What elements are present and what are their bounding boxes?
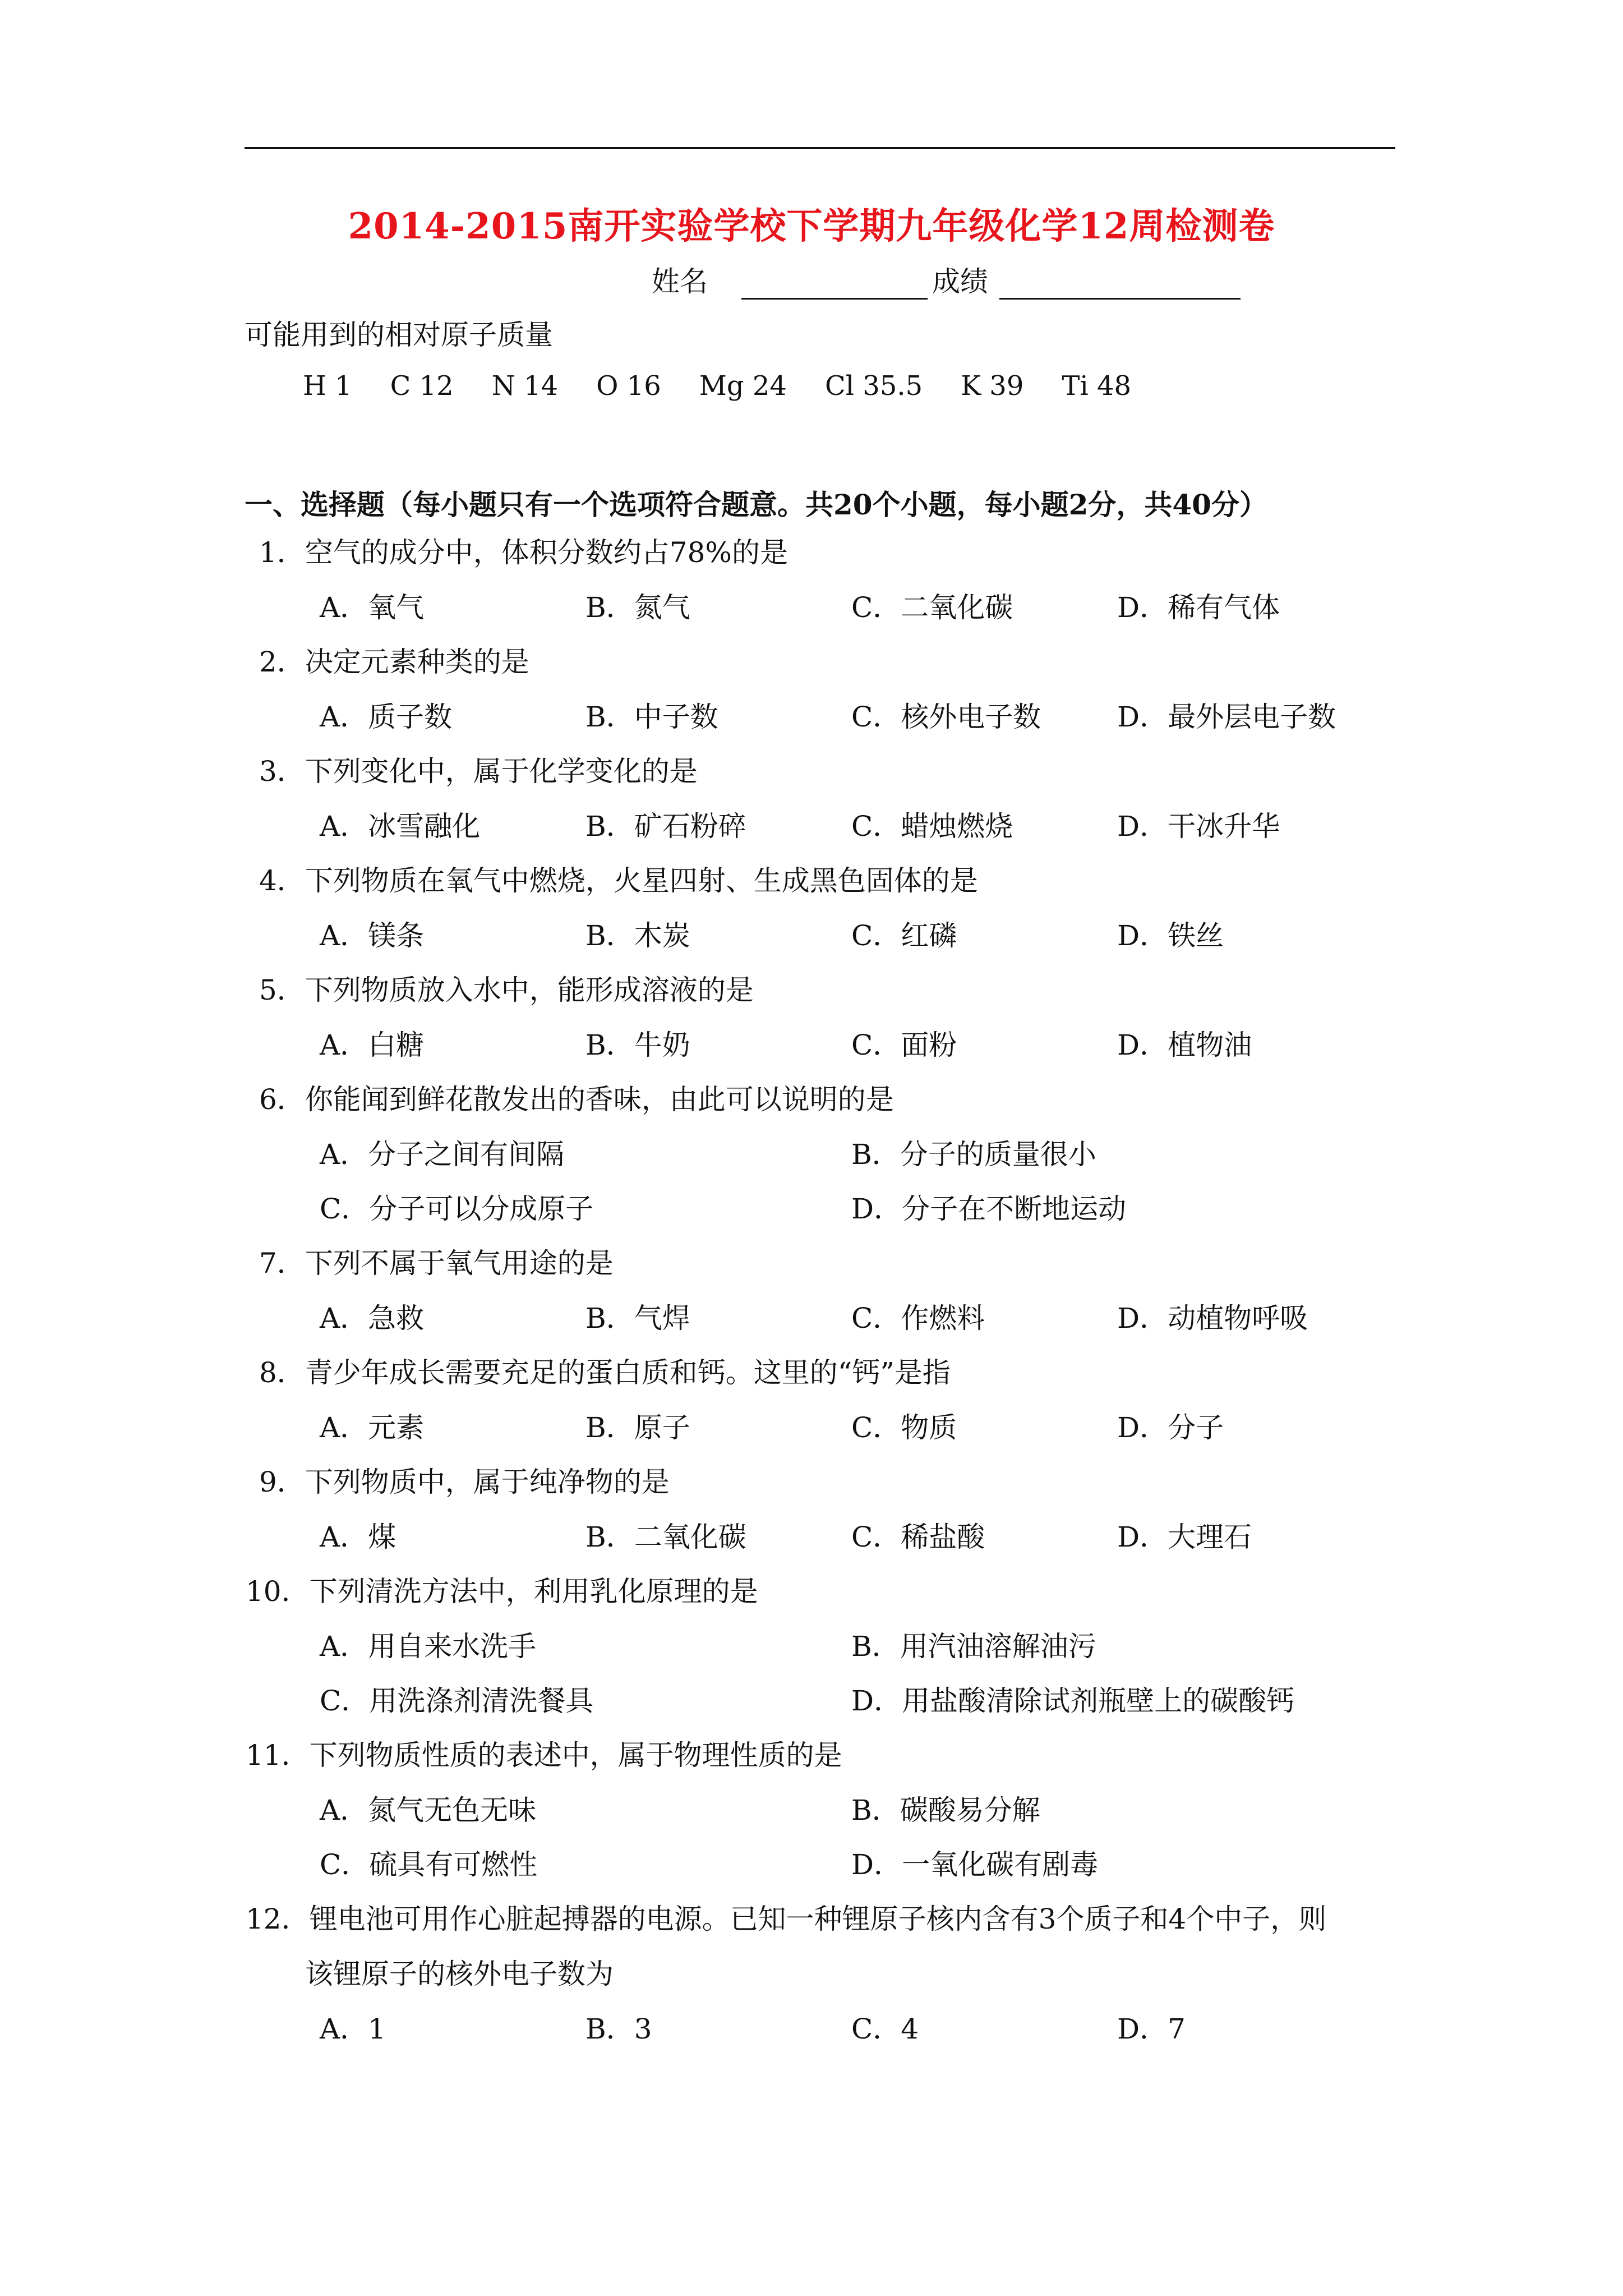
question-11 [246,1739,842,1772]
q10-option-b[interactable]: B．用汽油溶解油污 [851,1630,1096,1663]
question-12 [246,1905,1326,1933]
section-title: 一、选择题（每小题只有一个选项符合题意。共20个小题，每小题2分，共40分） [245,488,1267,521]
q6-option-a[interactable]: A．分子之间有间隔 [320,1138,565,1171]
q10-option-d[interactable]: D．用盐酸清除试剂瓶壁上的碳酸钙 [851,1685,1295,1717]
question-7 [259,1247,614,1280]
q3-option-b[interactable]: B．矿石粉碎 [585,810,746,843]
question-12-continued: 该锂原子的核外电子数为 [305,1958,614,1990]
q1-option-a[interactable]: A．氧气 [320,591,425,624]
question-number: 9． [259,1466,305,1498]
question-text: 下列变化中，属于化学变化的是 [305,755,698,788]
q1-option-c[interactable]: C．二氧化碳 [851,591,1013,624]
q5-option-b[interactable]: B．牛奶 [585,1029,690,1061]
q5-option-c[interactable]: C．面粉 [851,1029,957,1061]
question-10 [246,1575,758,1608]
q11-option-d[interactable]: D．一氧化碳有剧毒 [851,1848,1099,1881]
q12-option-d[interactable]: D．7 [1117,2013,1186,2045]
q3-option-d[interactable]: D．干冰升华 [1117,810,1280,843]
mass-mg: Mg 24 [699,370,787,402]
name-blank[interactable] [741,270,928,300]
question-5 [259,976,754,1004]
q5-option-d[interactable]: D．植物油 [1117,1029,1252,1061]
q9-option-d[interactable]: D．大理石 [1117,1521,1252,1553]
q2-option-c[interactable]: C．核外电子数 [851,701,1041,733]
q11-option-a[interactable]: A．氮气无色无味 [320,1794,537,1826]
q12-option-a[interactable]: A．1 [320,2013,386,2045]
question-text: 下列物质中，属于纯净物的是 [305,1466,670,1498]
question-text: 你能闻到鲜花散发出的香味，由此可以说明的是 [305,1083,894,1116]
q7-option-d[interactable]: D．动植物呼吸 [1117,1302,1308,1335]
q10-option-a[interactable]: A．用自来水洗手 [320,1630,537,1663]
q9-option-b[interactable]: B．二氧化碳 [585,1521,746,1553]
q11-option-b[interactable]: B．碳酸易分解 [851,1794,1040,1826]
question-9 [259,1468,670,1496]
question-text: 下列不属于氧气用途的是 [305,1247,614,1280]
q12-option-c[interactable]: C．4 [851,2013,919,2045]
top-rule [245,147,1395,149]
mass-cl: Cl 35.5 [824,370,923,402]
q6-option-b[interactable]: B．分子的质量很小 [851,1138,1096,1171]
mass-c: C 12 [390,370,454,402]
question-text: 下列物质性质的表述中，属于物理性质的是 [309,1739,842,1772]
q9-option-a[interactable]: A．煤 [320,1521,396,1553]
q8-option-a[interactable]: A．元素 [320,1411,425,1444]
mass-h: H 1 [303,370,352,402]
score-label: 成绩 [932,265,988,298]
q8-option-d[interactable]: D．分子 [1117,1411,1224,1444]
question-3 [259,755,698,788]
question-number: 12． [246,1903,310,1935]
q12-option-b[interactable]: B．3 [585,2013,652,2045]
question-number: 2． [259,646,305,678]
question-number: 1． [259,536,305,569]
question-text: 下列清洗方法中，利用乳化原理的是 [309,1575,758,1608]
atomic-masses [303,370,1169,402]
q10-option-c[interactable]: C．用洗涤剂清洗餐具 [320,1685,594,1717]
score-blank[interactable] [999,270,1241,300]
question-2 [259,648,529,676]
question-number: 8． [259,1356,305,1389]
q1-option-b[interactable]: B．氮气 [585,591,690,624]
q9-option-c[interactable]: C．稀盐酸 [851,1521,985,1553]
q1-option-d[interactable]: D．稀有气体 [1117,591,1280,624]
q4-option-c[interactable]: C．红磷 [851,919,957,952]
mass-k: K 39 [961,370,1024,402]
name-score-line [652,259,1245,300]
question-number: 10． [246,1575,310,1608]
q2-option-b[interactable]: B．中子数 [585,701,718,733]
q4-option-a[interactable]: A．镁条 [320,919,425,952]
q7-option-c[interactable]: C．作燃料 [851,1302,985,1335]
mass-o: O 16 [596,370,661,402]
question-8 [259,1356,951,1389]
question-text: 下列物质在氧气中燃烧，火星四射、生成黑色固体的是 [305,864,978,897]
q6-option-c[interactable]: C．分子可以分成原子 [320,1193,594,1225]
q3-option-a[interactable]: A．冰雪融化 [320,810,481,843]
question-number: 11． [246,1739,310,1772]
question-text: 下列物质放入水中，能形成溶液的是 [305,974,754,1006]
question-number: 7． [259,1247,305,1280]
question-number: 3． [259,755,305,788]
q8-option-b[interactable]: B．原子 [585,1411,690,1444]
q8-option-c[interactable]: C．物质 [851,1411,957,1444]
q2-option-a[interactable]: A．质子数 [320,701,453,733]
question-text: 决定元素种类的是 [305,646,529,678]
question-number: 5． [259,974,305,1006]
q7-option-a[interactable]: A．急救 [320,1302,425,1335]
question-text: 空气的成分中，体积分数约占78%的是 [305,536,788,569]
q5-option-a[interactable]: A．白糖 [320,1029,425,1061]
question-number: 6． [259,1083,305,1116]
masses-label: 可能用到的相对原子质量 [245,319,553,351]
mass-n: N 14 [491,370,559,402]
question-6 [259,1085,894,1114]
question-1 [259,536,788,569]
question-4 [259,864,978,897]
question-number: 4． [259,864,305,897]
question-text: 青少年成长需要充足的蛋白质和钙。这里的“钙”是指 [305,1356,951,1389]
q4-option-b[interactable]: B．木炭 [585,919,690,952]
question-text: 锂电池可用作心脏起搏器的电源。已知一种锂原子核内含有3个质子和4个中子，则 [309,1903,1327,1935]
q6-option-d[interactable]: D．分子在不断地运动 [851,1193,1127,1225]
q3-option-c[interactable]: C．蜡烛燃烧 [851,810,1013,843]
q4-option-d[interactable]: D．铁丝 [1117,919,1224,952]
name-label: 姓名 [652,265,708,298]
page-title: 2014-2015南开实验学校下学期九年级化学12周检测卷 [348,205,1275,247]
q11-option-c[interactable]: C．硫具有可燃性 [320,1848,538,1881]
q7-option-b[interactable]: B．气焊 [585,1302,690,1335]
q2-option-d[interactable]: D．最外层电子数 [1117,701,1336,733]
mass-ti: Ti 48 [1062,370,1132,402]
